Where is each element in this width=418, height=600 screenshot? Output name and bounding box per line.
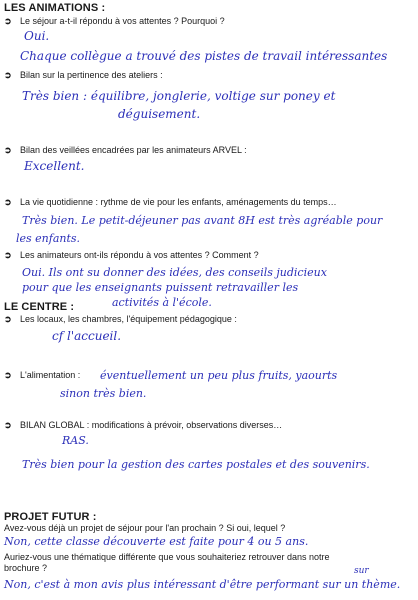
answer-animateurs-line2: pour que les enseignants puissent retravailler les xyxy=(22,281,299,294)
question-sejour-attentes: ➲ Le séjour a-t-il répondu à vos attentes ? Pourquoi ? xyxy=(4,16,225,26)
answer-ateliers-line2: déguisement. xyxy=(118,107,201,121)
section-title-centre: LE CENTRE : xyxy=(4,301,75,313)
question-bilan-global: ➲ BILAN GLOBAL : modifications à prévoir, observations diverses… xyxy=(4,420,283,430)
answer-animateurs-line3: activités à l'école. xyxy=(112,296,212,309)
answer-animateurs-line1: Oui. Ils ont su donner des idées, des conseils judicieux xyxy=(22,266,327,279)
arrow-bullet-icon: ➲ xyxy=(4,145,12,155)
question-thematique-line1: Auriez-vous une thématique différente que vous souhaiteriez retrouver dans notre xyxy=(4,552,330,562)
question-veillees: ➲ Bilan des veillées encadrées par les animateurs ARVEL : xyxy=(4,145,247,155)
answer-alimentation-line2: sinon très bien. xyxy=(60,387,147,400)
answer-ateliers-line1: Très bien : équilibre, jonglerie, voltige sur poney et xyxy=(22,89,336,103)
answer-veillees: Excellent. xyxy=(24,159,85,173)
question-alimentation: ➲ L'alimentation : xyxy=(4,370,81,380)
question-animateurs: ➲ Les animateurs ont-ils répondu à vos attentes ? Comment ? xyxy=(4,250,259,260)
answer-bilan-ras: RAS. xyxy=(62,434,89,447)
answer-sejour-detail: Chaque collègue a trouvé des pistes de travail intéressantes xyxy=(20,49,388,63)
answer-sejour-oui: Oui. xyxy=(24,29,50,43)
arrow-bullet-icon: ➲ xyxy=(4,370,12,380)
arrow-bullet-icon: ➲ xyxy=(4,16,12,26)
section-title-animations: LES ANIMATIONS : xyxy=(4,2,106,14)
answer-vie-quotidienne-line1: Très bien. Le petit-déjeuner pas avant 8H est très agréable pour xyxy=(22,214,383,227)
arrow-bullet-icon: ➲ xyxy=(4,70,12,80)
arrow-bullet-icon: ➲ xyxy=(4,250,12,260)
arrow-bullet-icon: ➲ xyxy=(4,420,12,430)
answer-alimentation-line1: éventuellement un peu plus fruits, yaourts xyxy=(100,369,338,382)
question-vie-quotidienne: ➲ La vie quotidienne : rythme de vie pour les enfants, aménagements du temps… xyxy=(4,197,337,207)
arrow-bullet-icon: ➲ xyxy=(4,314,12,324)
question-projet-an-prochain: Avez-vous déjà un projet de séjour pour l'an prochain ? Si oui, lequel ? xyxy=(4,523,286,533)
answer-locaux: cf l'accueil. xyxy=(52,329,122,343)
answer-vie-quotidienne-line2: les enfants. xyxy=(16,232,81,245)
question-ateliers: ➲ Bilan sur la pertinence des ateliers : xyxy=(4,70,163,80)
question-locaux: ➲ Les locaux, les chambres, l'équipement pédagogique : xyxy=(4,314,237,324)
arrow-bullet-icon: ➲ xyxy=(4,197,12,207)
answer-thematique: Non, c'est à mon avis plus intéressant d'être performant sur un thème. xyxy=(4,578,401,591)
section-title-projet-futur: PROJET FUTUR : xyxy=(4,511,97,523)
answer-thematique-note: sur xyxy=(354,566,369,576)
answer-bilan-detail: Très bien pour la gestion des cartes postales et des souvenirs. xyxy=(22,458,370,471)
answer-projet-an-prochain: Non, cette classe découverte est faite pour 4 ou 5 ans. xyxy=(4,535,309,548)
question-thematique-line2: brochure ? xyxy=(4,563,48,573)
